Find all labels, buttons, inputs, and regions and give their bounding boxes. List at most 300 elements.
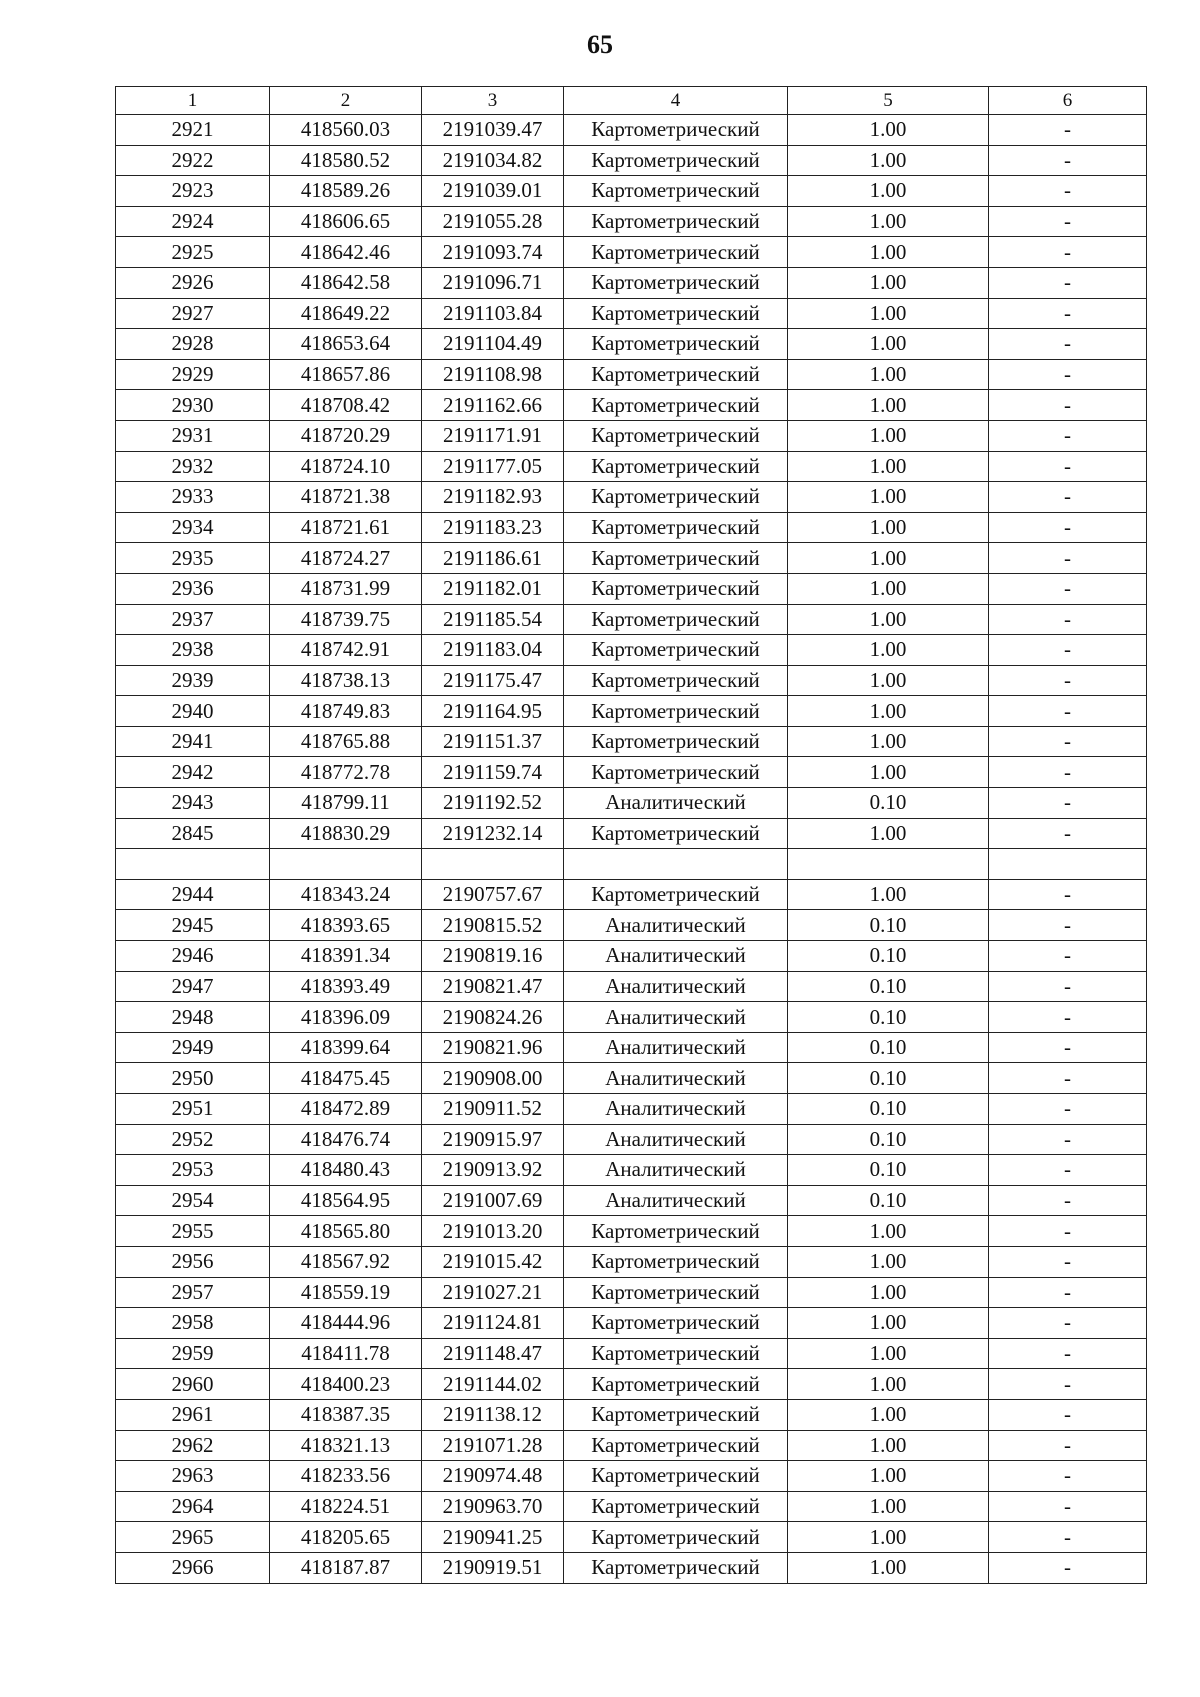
point-number-cell: 2930: [116, 390, 270, 421]
x-coordinate-cell: 418738.13: [270, 665, 422, 696]
accuracy-cell: 1.00: [788, 267, 989, 298]
note-cell: -: [989, 1277, 1147, 1308]
point-number-cell: 2929: [116, 359, 270, 390]
table-row: [116, 757, 1147, 788]
y-coordinate-cell: 2190908.00: [422, 1063, 564, 1094]
x-coordinate-cell: 418559.19: [270, 1277, 422, 1308]
note-cell: -: [989, 910, 1147, 941]
method-cell: Картометрический: [564, 1552, 788, 1583]
accuracy-cell: 1.00: [788, 206, 989, 237]
y-coordinate-cell: 2191171.91: [422, 420, 564, 451]
point-number-cell: 2845: [116, 818, 270, 849]
y-coordinate-cell: 2190911.52: [422, 1094, 564, 1125]
accuracy-cell: 1.00: [788, 726, 989, 757]
x-coordinate-cell: 418444.96: [270, 1308, 422, 1339]
y-coordinate-cell: 2190915.97: [422, 1124, 564, 1155]
y-coordinate-cell: 2191183.04: [422, 635, 564, 666]
table-row: [116, 1063, 1147, 1094]
x-coordinate-cell: 418224.51: [270, 1491, 422, 1522]
x-coordinate-cell: 418476.74: [270, 1124, 422, 1155]
accuracy-cell: 1.00: [788, 1246, 989, 1277]
point-number-cell: [116, 849, 270, 880]
method-cell: Картометрический: [564, 1338, 788, 1369]
accuracy-cell: 1.00: [788, 573, 989, 604]
y-coordinate-cell: 2190919.51: [422, 1552, 564, 1583]
y-coordinate-cell: 2191104.49: [422, 329, 564, 360]
y-coordinate-cell: 2191177.05: [422, 451, 564, 482]
accuracy-cell: 1.00: [788, 512, 989, 543]
table-row: [116, 1216, 1147, 1247]
y-coordinate-cell: 2191039.01: [422, 176, 564, 207]
x-coordinate-cell: 418475.45: [270, 1063, 422, 1094]
x-coordinate-cell: 418391.34: [270, 941, 422, 972]
point-number-cell: 2938: [116, 635, 270, 666]
accuracy-cell: 0.10: [788, 1094, 989, 1125]
accuracy-cell: 1.00: [788, 176, 989, 207]
note-cell: -: [989, 971, 1147, 1002]
x-coordinate-cell: 418560.03: [270, 115, 422, 146]
y-coordinate-cell: 2191148.47: [422, 1338, 564, 1369]
note-cell: -: [989, 1094, 1147, 1125]
y-coordinate-cell: 2191013.20: [422, 1216, 564, 1247]
method-cell: Картометрический: [564, 267, 788, 298]
accuracy-cell: 1.00: [788, 543, 989, 574]
accuracy-cell: 1.00: [788, 665, 989, 696]
x-coordinate-cell: 418393.49: [270, 971, 422, 1002]
note-cell: -: [989, 329, 1147, 360]
accuracy-cell: 0.10: [788, 1032, 989, 1063]
y-coordinate-cell: 2191027.21: [422, 1277, 564, 1308]
accuracy-cell: 1.00: [788, 1277, 989, 1308]
note-cell: -: [989, 941, 1147, 972]
method-cell: Картометрический: [564, 1216, 788, 1247]
point-number-cell: 2947: [116, 971, 270, 1002]
y-coordinate-cell: 2191151.37: [422, 726, 564, 757]
y-coordinate-cell: 2191183.23: [422, 512, 564, 543]
note-cell: -: [989, 115, 1147, 146]
table-row: [116, 604, 1147, 635]
method-cell: Аналитический: [564, 941, 788, 972]
y-coordinate-cell: 2191186.61: [422, 543, 564, 574]
y-coordinate-cell: 2191144.02: [422, 1369, 564, 1400]
x-coordinate-cell: 418393.65: [270, 910, 422, 941]
table-row: [116, 1338, 1147, 1369]
accuracy-cell: 0.10: [788, 1002, 989, 1033]
table-row: [116, 1185, 1147, 1216]
table-row: [116, 1369, 1147, 1400]
method-cell: Картометрический: [564, 1461, 788, 1492]
method-cell: Картометрический: [564, 726, 788, 757]
note-cell: -: [989, 1216, 1147, 1247]
note-cell: -: [989, 1246, 1147, 1277]
note-cell: -: [989, 1369, 1147, 1400]
point-number-cell: 2946: [116, 941, 270, 972]
table-row: [116, 1032, 1147, 1063]
note-cell: -: [989, 176, 1147, 207]
accuracy-cell: 1.00: [788, 145, 989, 176]
y-coordinate-cell: 2191007.69: [422, 1185, 564, 1216]
method-cell: Аналитический: [564, 971, 788, 1002]
y-coordinate-cell: 2191096.71: [422, 267, 564, 298]
accuracy-cell: 1.00: [788, 115, 989, 146]
note-cell: -: [989, 788, 1147, 819]
y-coordinate-cell: 2190819.16: [422, 941, 564, 972]
accuracy-cell: 1.00: [788, 1338, 989, 1369]
accuracy-cell: 1.00: [788, 1399, 989, 1430]
x-coordinate-cell: 418480.43: [270, 1155, 422, 1186]
x-coordinate-cell: 418567.92: [270, 1246, 422, 1277]
point-number-cell: 2931: [116, 420, 270, 451]
accuracy-cell: 0.10: [788, 1063, 989, 1094]
x-coordinate-cell: 418565.80: [270, 1216, 422, 1247]
point-number-cell: 2932: [116, 451, 270, 482]
table-row: [116, 1399, 1147, 1430]
table-row: [116, 941, 1147, 972]
x-coordinate-cell: 418472.89: [270, 1094, 422, 1125]
accuracy-cell: 1.00: [788, 604, 989, 635]
y-coordinate-cell: 2190757.67: [422, 879, 564, 910]
accuracy-cell: 0.10: [788, 910, 989, 941]
point-number-cell: 2953: [116, 1155, 270, 1186]
x-coordinate-cell: 418708.42: [270, 390, 422, 421]
x-coordinate-cell: 418321.13: [270, 1430, 422, 1461]
x-coordinate-cell: 418580.52: [270, 145, 422, 176]
y-coordinate-cell: 2191071.28: [422, 1430, 564, 1461]
point-number-cell: 2957: [116, 1277, 270, 1308]
method-cell: Картометрический: [564, 1246, 788, 1277]
table-row: [116, 115, 1147, 146]
table-row: [116, 1461, 1147, 1492]
y-coordinate-cell: 2191232.14: [422, 818, 564, 849]
point-number-cell: 2962: [116, 1430, 270, 1461]
y-coordinate-cell: 2191103.84: [422, 298, 564, 329]
point-number-cell: 2940: [116, 696, 270, 727]
point-number-cell: 2923: [116, 176, 270, 207]
point-number-cell: 2927: [116, 298, 270, 329]
point-number-cell: 2924: [116, 206, 270, 237]
note-cell: -: [989, 482, 1147, 513]
point-number-cell: 2965: [116, 1522, 270, 1553]
method-cell: Картометрический: [564, 1277, 788, 1308]
method-cell: Картометрический: [564, 879, 788, 910]
table-row: [116, 543, 1147, 574]
point-number-cell: 2934: [116, 512, 270, 543]
table-row: [116, 1522, 1147, 1553]
y-coordinate-cell: 2190974.48: [422, 1461, 564, 1492]
accuracy-cell: 1.00: [788, 451, 989, 482]
y-coordinate-cell: 2191159.74: [422, 757, 564, 788]
table-row: [116, 971, 1147, 1002]
y-coordinate-cell: 2191182.01: [422, 573, 564, 604]
table-row: [116, 879, 1147, 910]
x-coordinate-cell: 418749.83: [270, 696, 422, 727]
x-coordinate-cell: 418399.64: [270, 1032, 422, 1063]
x-coordinate-cell: 418731.99: [270, 573, 422, 604]
column-header: 6: [989, 87, 1147, 115]
note-cell: -: [989, 1552, 1147, 1583]
accuracy-cell: [788, 849, 989, 880]
x-coordinate-cell: 418411.78: [270, 1338, 422, 1369]
method-cell: Аналитический: [564, 1185, 788, 1216]
y-coordinate-cell: 2190941.25: [422, 1522, 564, 1553]
x-coordinate-cell: 418772.78: [270, 757, 422, 788]
note-cell: -: [989, 757, 1147, 788]
y-coordinate-cell: 2191039.47: [422, 115, 564, 146]
table-row: [116, 267, 1147, 298]
column-header: 2: [270, 87, 422, 115]
method-cell: Аналитический: [564, 1063, 788, 1094]
y-coordinate-cell: 2190913.92: [422, 1155, 564, 1186]
method-cell: Картометрический: [564, 543, 788, 574]
note-cell: -: [989, 604, 1147, 635]
y-coordinate-cell: 2191034.82: [422, 145, 564, 176]
table-row: [116, 1155, 1147, 1186]
method-cell: [564, 849, 788, 880]
y-coordinate-cell: 2190821.47: [422, 971, 564, 1002]
note-cell: -: [989, 696, 1147, 727]
table-row: [116, 237, 1147, 268]
note-cell: -: [989, 298, 1147, 329]
x-coordinate-cell: 418721.38: [270, 482, 422, 513]
method-cell: Картометрический: [564, 635, 788, 666]
table-row: [116, 420, 1147, 451]
method-cell: Картометрический: [564, 329, 788, 360]
note-cell: -: [989, 879, 1147, 910]
note-cell: -: [989, 1124, 1147, 1155]
point-number-cell: 2941: [116, 726, 270, 757]
page-number: 65: [587, 30, 613, 59]
y-coordinate-cell: 2191055.28: [422, 206, 564, 237]
table-row: [116, 451, 1147, 482]
accuracy-cell: 0.10: [788, 941, 989, 972]
method-cell: Аналитический: [564, 1002, 788, 1033]
note-cell: -: [989, 390, 1147, 421]
method-cell: Картометрический: [564, 604, 788, 635]
accuracy-cell: 0.10: [788, 1185, 989, 1216]
method-cell: Картометрический: [564, 237, 788, 268]
y-coordinate-cell: 2190821.96: [422, 1032, 564, 1063]
method-cell: Картометрический: [564, 145, 788, 176]
point-number-cell: 2950: [116, 1063, 270, 1094]
method-cell: Аналитический: [564, 1155, 788, 1186]
note-cell: -: [989, 1308, 1147, 1339]
method-cell: Картометрический: [564, 696, 788, 727]
note-cell: -: [989, 1155, 1147, 1186]
column-header: 1: [116, 87, 270, 115]
note-cell: -: [989, 1032, 1147, 1063]
table-row-empty: [116, 849, 1147, 880]
y-coordinate-cell: 2191124.81: [422, 1308, 564, 1339]
point-number-cell: 2928: [116, 329, 270, 360]
accuracy-cell: 1.00: [788, 1308, 989, 1339]
y-coordinate-cell: 2191185.54: [422, 604, 564, 635]
y-coordinate-cell: 2191015.42: [422, 1246, 564, 1277]
y-coordinate-cell: 2191164.95: [422, 696, 564, 727]
table-row: [116, 329, 1147, 360]
table-row: [116, 788, 1147, 819]
point-number-cell: 2960: [116, 1369, 270, 1400]
accuracy-cell: 1.00: [788, 818, 989, 849]
accuracy-cell: 1.00: [788, 420, 989, 451]
method-cell: Картометрический: [564, 1369, 788, 1400]
x-coordinate-cell: 418205.65: [270, 1522, 422, 1553]
point-number-cell: 2939: [116, 665, 270, 696]
point-number-cell: 2945: [116, 910, 270, 941]
point-number-cell: 2966: [116, 1552, 270, 1583]
method-cell: Аналитический: [564, 788, 788, 819]
x-coordinate-cell: 418589.26: [270, 176, 422, 207]
point-number-cell: 2958: [116, 1308, 270, 1339]
x-coordinate-cell: 418343.24: [270, 879, 422, 910]
point-number-cell: 2956: [116, 1246, 270, 1277]
table-row: [116, 1430, 1147, 1461]
note-cell: -: [989, 267, 1147, 298]
y-coordinate-cell: 2190815.52: [422, 910, 564, 941]
note-cell: [989, 849, 1147, 880]
x-coordinate-cell: 418830.29: [270, 818, 422, 849]
method-cell: Картометрический: [564, 390, 788, 421]
note-cell: -: [989, 1063, 1147, 1094]
method-cell: Картометрический: [564, 757, 788, 788]
x-coordinate-cell: 418724.27: [270, 543, 422, 574]
accuracy-cell: 1.00: [788, 329, 989, 360]
accuracy-cell: 1.00: [788, 390, 989, 421]
table-row: [116, 1124, 1147, 1155]
accuracy-cell: 0.10: [788, 788, 989, 819]
x-coordinate-cell: 418642.58: [270, 267, 422, 298]
point-number-cell: 2943: [116, 788, 270, 819]
point-number-cell: 2944: [116, 879, 270, 910]
point-number-cell: 2937: [116, 604, 270, 635]
accuracy-cell: 1.00: [788, 635, 989, 666]
accuracy-cell: 1.00: [788, 1461, 989, 1492]
table-header: [116, 87, 1147, 115]
point-number-cell: 2926: [116, 267, 270, 298]
table-row: [116, 573, 1147, 604]
table-row: [116, 1002, 1147, 1033]
table-row: [116, 1308, 1147, 1339]
accuracy-cell: 1.00: [788, 1369, 989, 1400]
column-header: 3: [422, 87, 564, 115]
table-row: [116, 482, 1147, 513]
note-cell: -: [989, 237, 1147, 268]
x-coordinate-cell: 418400.23: [270, 1369, 422, 1400]
method-cell: Картометрический: [564, 206, 788, 237]
table-row: [116, 1246, 1147, 1277]
point-number-cell: 2949: [116, 1032, 270, 1063]
y-coordinate-cell: 2190824.26: [422, 1002, 564, 1033]
point-number-cell: 2952: [116, 1124, 270, 1155]
note-cell: -: [989, 1491, 1147, 1522]
point-number-cell: 2961: [116, 1399, 270, 1430]
table-body: [116, 115, 1147, 1584]
y-coordinate-cell: 2191182.93: [422, 482, 564, 513]
accuracy-cell: 1.00: [788, 1216, 989, 1247]
method-cell: Картометрический: [564, 359, 788, 390]
point-number-cell: 2942: [116, 757, 270, 788]
table-row: [116, 390, 1147, 421]
note-cell: -: [989, 1338, 1147, 1369]
table-row: [116, 726, 1147, 757]
table-row: [116, 512, 1147, 543]
point-number-cell: 2922: [116, 145, 270, 176]
header-row: [116, 87, 1147, 115]
table-row: [116, 696, 1147, 727]
x-coordinate-cell: 418721.61: [270, 512, 422, 543]
y-coordinate-cell: 2191093.74: [422, 237, 564, 268]
table-row: [116, 298, 1147, 329]
method-cell: Картометрический: [564, 482, 788, 513]
method-cell: Картометрический: [564, 1430, 788, 1461]
note-cell: -: [989, 359, 1147, 390]
table-row: [116, 635, 1147, 666]
note-cell: -: [989, 1522, 1147, 1553]
accuracy-cell: 1.00: [788, 359, 989, 390]
note-cell: -: [989, 512, 1147, 543]
accuracy-cell: 0.10: [788, 971, 989, 1002]
note-cell: -: [989, 726, 1147, 757]
x-coordinate-cell: 418720.29: [270, 420, 422, 451]
table-row: [116, 145, 1147, 176]
table-row: [116, 818, 1147, 849]
note-cell: -: [989, 1002, 1147, 1033]
table-row: [116, 910, 1147, 941]
x-coordinate-cell: 418642.46: [270, 237, 422, 268]
x-coordinate-cell: 418606.65: [270, 206, 422, 237]
accuracy-cell: 1.00: [788, 879, 989, 910]
x-coordinate-cell: 418799.11: [270, 788, 422, 819]
method-cell: Картометрический: [564, 420, 788, 451]
method-cell: Картометрический: [564, 115, 788, 146]
method-cell: Картометрический: [564, 818, 788, 849]
method-cell: Картометрический: [564, 573, 788, 604]
point-number-cell: 2925: [116, 237, 270, 268]
x-coordinate-cell: 418564.95: [270, 1185, 422, 1216]
note-cell: -: [989, 206, 1147, 237]
x-coordinate-cell: 418724.10: [270, 451, 422, 482]
note-cell: -: [989, 145, 1147, 176]
coordinates-table: [115, 86, 1147, 1584]
x-coordinate-cell: 418187.87: [270, 1552, 422, 1583]
x-coordinate-cell: 418657.86: [270, 359, 422, 390]
table-row: [116, 1552, 1147, 1583]
x-coordinate-cell: 418742.91: [270, 635, 422, 666]
method-cell: Картометрический: [564, 1308, 788, 1339]
x-coordinate-cell: 418387.35: [270, 1399, 422, 1430]
x-coordinate-cell: 418739.75: [270, 604, 422, 635]
x-coordinate-cell: 418396.09: [270, 1002, 422, 1033]
accuracy-cell: 1.00: [788, 1491, 989, 1522]
note-cell: -: [989, 1185, 1147, 1216]
point-number-cell: 2936: [116, 573, 270, 604]
method-cell: Аналитический: [564, 1124, 788, 1155]
method-cell: Картометрический: [564, 665, 788, 696]
table-row: [116, 359, 1147, 390]
method-cell: Картометрический: [564, 298, 788, 329]
y-coordinate-cell: [422, 849, 564, 880]
point-number-cell: 2959: [116, 1338, 270, 1369]
method-cell: Аналитический: [564, 910, 788, 941]
x-coordinate-cell: [270, 849, 422, 880]
point-number-cell: 2951: [116, 1094, 270, 1125]
note-cell: -: [989, 818, 1147, 849]
x-coordinate-cell: 418649.22: [270, 298, 422, 329]
method-cell: Картометрический: [564, 176, 788, 207]
method-cell: Картометрический: [564, 1399, 788, 1430]
accuracy-cell: 1.00: [788, 237, 989, 268]
accuracy-cell: 1.00: [788, 482, 989, 513]
point-number-cell: 2948: [116, 1002, 270, 1033]
